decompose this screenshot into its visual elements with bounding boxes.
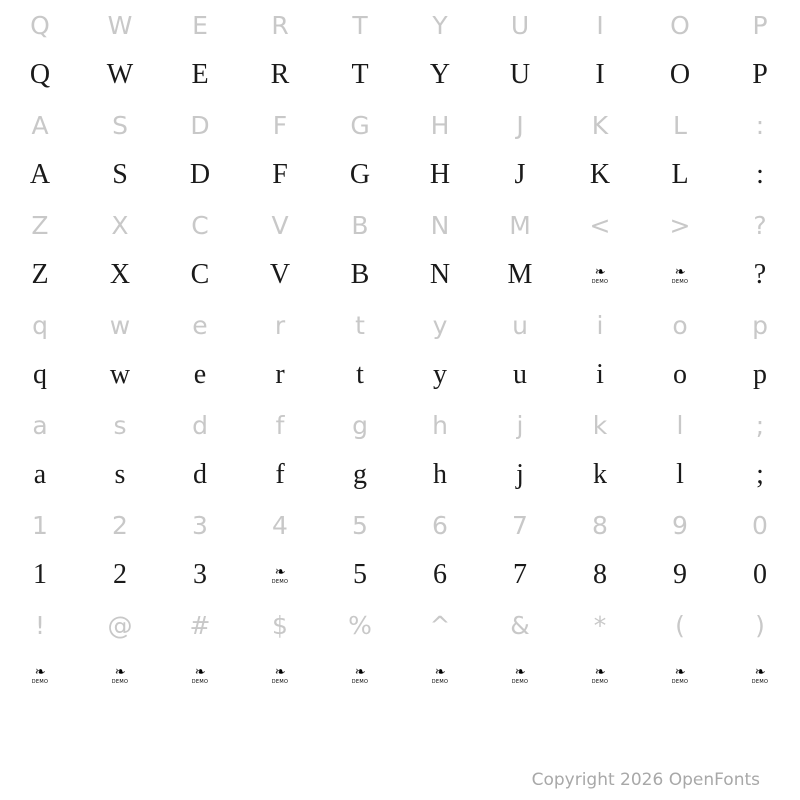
key-label: j	[516, 410, 524, 440]
glyph-cell: X	[109, 259, 131, 290]
glyph-cell: L	[671, 159, 689, 190]
demo-label: DEMO	[271, 678, 289, 685]
demo-watermark-glyph	[80, 650, 160, 700]
glyph-row	[0, 250, 800, 300]
glyph-cell: N	[429, 259, 451, 290]
glyph-cell: t	[356, 359, 364, 390]
glyph-cell: g	[353, 459, 367, 490]
key-label: 6	[432, 510, 448, 540]
key-label: f	[275, 410, 285, 440]
demo-label: DEMO	[591, 678, 609, 685]
demo-watermark-glyph	[0, 650, 80, 700]
flower-icon: ❧	[194, 664, 206, 680]
key-label: D	[190, 110, 210, 140]
glyph-cell: 1	[33, 559, 47, 590]
glyph-cell: W	[106, 59, 134, 90]
glyph-cell: H	[429, 159, 451, 190]
key-label: B	[351, 210, 369, 240]
footer	[0, 770, 800, 790]
character-row-pair	[0, 600, 800, 700]
demo-watermark-glyph	[640, 650, 720, 700]
key-label-row	[0, 400, 800, 450]
key-label: U	[510, 10, 530, 40]
key-label: 1	[32, 510, 48, 540]
flower-icon: ❧	[274, 664, 286, 680]
demo-label: DEMO	[111, 678, 129, 685]
key-label: V	[271, 210, 289, 240]
glyph-cell: 2	[113, 559, 127, 590]
demo-label: DEMO	[671, 678, 689, 685]
glyph-cell: j	[516, 459, 524, 490]
key-label: i	[596, 310, 604, 340]
glyph-cell: 3	[193, 559, 207, 590]
key-label: N	[430, 210, 450, 240]
glyph-cell: Q	[29, 59, 51, 90]
glyph-cell: d	[193, 459, 207, 490]
flower-icon: ❧	[514, 664, 526, 680]
glyph-cell: M	[507, 259, 533, 290]
key-label: y	[432, 310, 448, 340]
glyph-row	[0, 150, 800, 200]
demo-label: DEMO	[271, 578, 289, 585]
key-label-row	[0, 500, 800, 550]
key-label: s	[113, 410, 127, 440]
glyph-cell: B	[350, 259, 370, 290]
key-label: 8	[592, 510, 608, 540]
key-label-row	[0, 0, 800, 50]
key-label: 9	[672, 510, 688, 540]
glyph-cell: 7	[513, 559, 527, 590]
key-label: ;	[755, 410, 765, 440]
key-label: P	[752, 10, 768, 40]
glyph-cell: Z	[31, 259, 49, 290]
key-label: T	[352, 10, 368, 40]
key-label-row	[0, 200, 800, 250]
glyph-cell: y	[433, 359, 447, 390]
demo-watermark-glyph	[640, 250, 720, 300]
key-label: )	[755, 610, 765, 640]
glyph-cell: ;	[756, 459, 764, 490]
copyright-text: Copyright 2026 OpenFonts	[531, 770, 760, 790]
key-label: u	[512, 310, 528, 340]
glyph-cell: k	[593, 459, 607, 490]
glyph-cell: P	[752, 59, 768, 90]
glyph-cell: I	[595, 59, 605, 90]
glyph-cell: J	[514, 159, 526, 190]
key-label: :	[755, 110, 765, 140]
key-label: G	[350, 110, 370, 140]
key-label-row	[0, 300, 800, 350]
glyph-cell: T	[351, 59, 369, 90]
key-label: r	[274, 310, 286, 340]
key-label: l	[676, 410, 684, 440]
key-label: X	[111, 210, 129, 240]
key-label: 2	[112, 510, 128, 540]
key-label: <	[589, 210, 611, 240]
flower-icon: ❧	[34, 664, 46, 680]
glyph-cell: 6	[433, 559, 447, 590]
demo-watermark-glyph	[720, 650, 800, 700]
key-label: %	[348, 610, 372, 640]
key-label: L	[673, 110, 687, 140]
glyph-cell: 5	[353, 559, 367, 590]
key-label-row	[0, 600, 800, 650]
demo-label: DEMO	[671, 278, 689, 285]
key-label: R	[271, 10, 289, 40]
key-label: 0	[752, 510, 768, 540]
key-label: A	[31, 110, 49, 140]
glyph-cell: a	[33, 459, 47, 490]
key-label: Z	[31, 210, 49, 240]
demo-watermark-glyph	[560, 650, 640, 700]
glyph-cell: w	[109, 359, 131, 390]
flower-icon: ❧	[674, 664, 686, 680]
glyph-cell: G	[349, 159, 371, 190]
glyph-cell: V	[269, 259, 291, 290]
glyph-row	[0, 450, 800, 500]
flower-icon: ❧	[354, 664, 366, 680]
character-row-pair	[0, 400, 800, 500]
key-label: ?	[753, 210, 767, 240]
glyph-row	[0, 50, 800, 100]
demo-watermark-glyph	[240, 550, 320, 600]
key-label: Y	[432, 10, 448, 40]
glyph-cell: ?	[753, 259, 767, 290]
glyph-cell: o	[673, 359, 687, 390]
key-label: d	[192, 410, 208, 440]
character-row-pair	[0, 100, 800, 200]
glyph-cell: p	[753, 359, 767, 390]
key-label: p	[752, 310, 768, 340]
demo-watermark-glyph	[240, 650, 320, 700]
key-label: M	[509, 210, 531, 240]
demo-label: DEMO	[431, 678, 449, 685]
key-label: H	[430, 110, 450, 140]
key-label: @	[107, 610, 133, 640]
character-row-pair	[0, 200, 800, 300]
demo-label: DEMO	[351, 678, 369, 685]
key-label: J	[516, 110, 524, 140]
key-label: I	[596, 10, 604, 40]
demo-watermark-glyph	[560, 250, 640, 300]
glyph-row	[0, 550, 800, 600]
character-row-pair	[0, 0, 800, 100]
key-label: C	[191, 210, 209, 240]
key-label: S	[112, 110, 128, 140]
flower-icon: ❧	[594, 264, 606, 280]
key-label: k	[592, 410, 608, 440]
demo-watermark-glyph	[160, 650, 240, 700]
key-label: !	[34, 610, 46, 640]
key-label: #	[189, 610, 211, 640]
character-row-pair	[0, 300, 800, 400]
demo-label: DEMO	[751, 678, 769, 685]
demo-label: DEMO	[511, 678, 529, 685]
glyph-cell: K	[589, 159, 611, 190]
key-label: $	[272, 610, 288, 640]
key-label: O	[670, 10, 690, 40]
glyph-cell: s	[114, 459, 126, 490]
glyph-cell: D	[189, 159, 211, 190]
key-label: o	[672, 310, 688, 340]
flower-icon: ❧	[434, 664, 446, 680]
glyph-cell: 8	[593, 559, 607, 590]
glyph-cell: h	[433, 459, 447, 490]
glyph-row	[0, 650, 800, 700]
flower-icon: ❧	[594, 664, 606, 680]
key-label: Q	[30, 10, 50, 40]
demo-label: DEMO	[191, 678, 209, 685]
glyph-cell: R	[270, 59, 290, 90]
glyph-cell: Y	[429, 59, 451, 90]
demo-label: DEMO	[591, 278, 609, 285]
key-label: h	[432, 410, 448, 440]
key-label: 4	[272, 510, 288, 540]
key-label: >	[669, 210, 691, 240]
glyph-cell: l	[676, 459, 684, 490]
glyph-row	[0, 350, 800, 400]
demo-watermark-glyph	[400, 650, 480, 700]
key-label: (	[675, 610, 685, 640]
key-label: g	[352, 410, 368, 440]
demo-watermark-glyph	[480, 650, 560, 700]
glyph-cell: f	[275, 459, 285, 490]
glyph-cell: i	[596, 359, 604, 390]
key-label: *	[593, 610, 607, 640]
key-label: W	[107, 10, 133, 40]
glyph-cell: e	[193, 359, 207, 390]
key-label: E	[192, 10, 208, 40]
glyph-cell: 0	[753, 559, 767, 590]
glyph-cell: E	[191, 59, 209, 90]
key-label: 5	[352, 510, 368, 540]
glyph-cell: U	[509, 59, 531, 90]
key-label: t	[355, 310, 365, 340]
glyph-cell: F	[272, 159, 288, 190]
key-label: e	[192, 310, 208, 340]
key-label: ^	[429, 610, 451, 640]
demo-watermark-glyph	[320, 650, 400, 700]
glyph-cell: A	[29, 159, 51, 190]
flower-icon: ❧	[274, 564, 286, 580]
flower-icon: ❧	[674, 264, 686, 280]
glyph-cell: 9	[673, 559, 687, 590]
glyph-cell: u	[513, 359, 527, 390]
flower-icon: ❧	[754, 664, 766, 680]
key-label: q	[32, 310, 48, 340]
key-label: 3	[192, 510, 208, 540]
glyph-cell: q	[33, 359, 47, 390]
key-label: F	[272, 110, 288, 140]
key-label: &	[510, 610, 530, 640]
flower-icon: ❧	[114, 664, 126, 680]
key-label: a	[32, 410, 48, 440]
glyph-cell: :	[756, 159, 764, 190]
glyph-cell: S	[112, 159, 128, 190]
glyph-cell: C	[190, 259, 210, 290]
key-label: K	[591, 110, 609, 140]
glyph-cell: O	[669, 59, 691, 90]
key-label-row	[0, 100, 800, 150]
demo-label: DEMO	[31, 678, 49, 685]
glyph-cell: r	[275, 359, 285, 390]
key-label: 7	[512, 510, 528, 540]
key-label: w	[109, 310, 131, 340]
character-row-pair	[0, 500, 800, 600]
